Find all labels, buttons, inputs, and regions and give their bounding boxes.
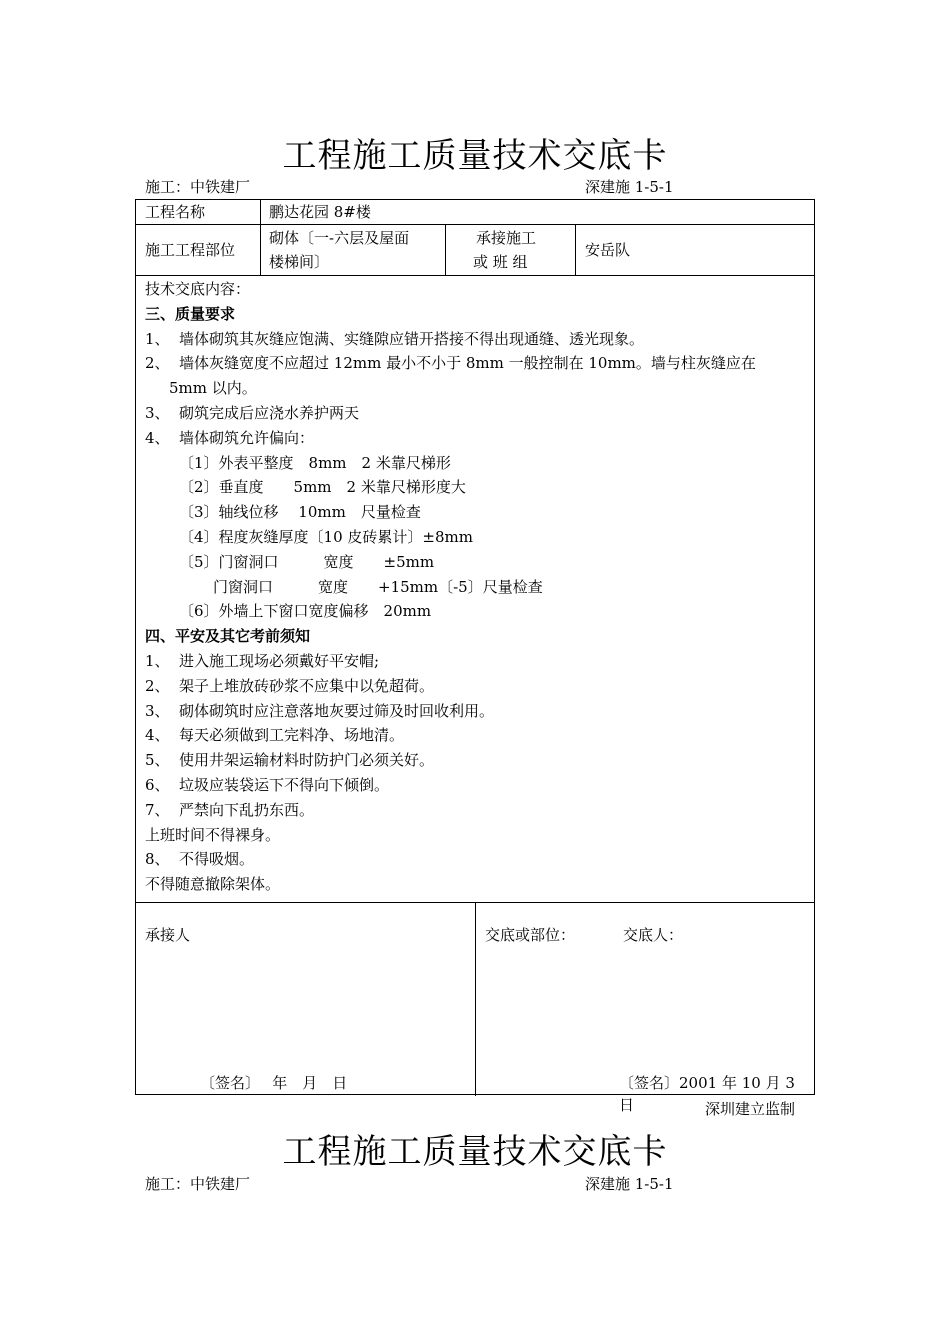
list-item: 3、 砌筑完成后应浇水养护两天 bbox=[145, 403, 360, 422]
handover-person-label: 交底人： bbox=[623, 926, 684, 944]
list-item: 4、 墙体砌筑允许偏向： bbox=[145, 428, 315, 447]
deviation-item: 〔3〕轴线位移 10mm 尺量检查 bbox=[179, 503, 421, 522]
team-value: 安岳队 bbox=[585, 241, 631, 259]
disclosure-content bbox=[145, 277, 810, 897]
project-name-label: 工程名称 bbox=[145, 203, 206, 221]
col-divider bbox=[575, 224, 576, 275]
col-divider bbox=[475, 902, 476, 1096]
handover-dept-label: 交底或部位： bbox=[485, 926, 576, 944]
section-safety-title: 四、平安及其它考前须知 bbox=[145, 627, 311, 646]
list-item: 7、 严禁向下乱扔东西。 bbox=[145, 800, 315, 819]
deviation-item: 〔6〕外墙上下窗口宽度偏移 20mm bbox=[179, 602, 432, 621]
receiver-signature: 〔签名〕 年 月 日 bbox=[200, 1074, 348, 1092]
col-divider bbox=[445, 224, 446, 275]
handover-signature: 〔签名〕2001 年 10 月 3 日 bbox=[619, 1074, 795, 1114]
list-item: 2、 墙体灰缝宽度不应超过 12mm 最小不小于 8mm 一般控制在 10mm。墙与柱灰缝应在 bbox=[145, 354, 756, 373]
list-item: 上班时间不得裸身。 bbox=[145, 825, 281, 844]
part-value-line1: 砌体〔一-六层及屋面 bbox=[269, 229, 410, 247]
list-item: 6、 垃圾应装袋运下不得向下倾倒。 bbox=[145, 775, 390, 794]
construction-unit: 施工：中铁建厂 bbox=[145, 178, 251, 196]
deviation-item: 〔4〕程度灰缝厚度〔10 皮砖累计〕±8mm bbox=[179, 527, 473, 546]
team-label-line1: 承接施工 bbox=[476, 229, 537, 247]
page-title: 工程施工质量技术交底卡 bbox=[282, 136, 668, 176]
deviation-item: 〔5〕门窗洞口 宽度 ±5mm bbox=[179, 552, 435, 571]
list-item: 1、 进入施工现场必须戴好平安帽; bbox=[145, 651, 380, 670]
page2-form-code: 深建施 1-5-1 bbox=[585, 1175, 674, 1193]
list-item: 2、 架子上堆放砖砂浆不应集中以免超荷。 bbox=[145, 676, 435, 695]
deviation-item: 〔2〕垂直度 5mm 2 米靠尺梯形度大 bbox=[179, 478, 466, 497]
form-code: 深建施 1-5-1 bbox=[585, 178, 674, 196]
list-item: 5、 使用井架运输材料时防护门必须关好。 bbox=[145, 751, 435, 770]
supervision-note: 深圳建立监制 bbox=[705, 1100, 796, 1118]
deviation-item: 门窗洞口 宽度 +15mm〔-5〕尺量检查 bbox=[213, 577, 543, 596]
row-divider bbox=[136, 224, 814, 225]
row-divider bbox=[136, 275, 814, 276]
deviation-item: 〔1〕外表平整度 8mm 2 米靠尺梯形 bbox=[179, 453, 451, 472]
page2-construction-unit: 施工：中铁建厂 bbox=[145, 1175, 251, 1193]
list-item: 1、 墙体砌筑其灰缝应饱满、实缝隙应错开搭接不得出现通缝、透光现象。 bbox=[145, 329, 645, 348]
page2-title: 工程施工质量技术交底卡 bbox=[282, 1132, 668, 1172]
col-divider bbox=[260, 200, 261, 275]
list-item: 不得随意撤除架体。 bbox=[145, 875, 281, 894]
team-label-line2: 或 班 组 bbox=[473, 253, 528, 271]
receiver-label: 承接人 bbox=[145, 926, 191, 944]
part-label: 施工工程部位 bbox=[145, 241, 236, 259]
list-item: 4、 每天必须做到工完料净、场地清。 bbox=[145, 726, 405, 745]
project-name-value: 鹏达花园 8#楼 bbox=[269, 203, 371, 221]
section-quality-title: 三、质量要求 bbox=[145, 304, 236, 323]
content-label: 技术交底内容： bbox=[145, 280, 251, 298]
list-item: 5mm 以内。 bbox=[169, 379, 257, 398]
list-item: 3、 砌体砌筑时应注意落地灰要过筛及时回收利用。 bbox=[145, 701, 495, 720]
list-item: 8、 不得吸烟。 bbox=[145, 850, 255, 869]
part-value-line2: 楼梯间〕 bbox=[269, 253, 330, 271]
